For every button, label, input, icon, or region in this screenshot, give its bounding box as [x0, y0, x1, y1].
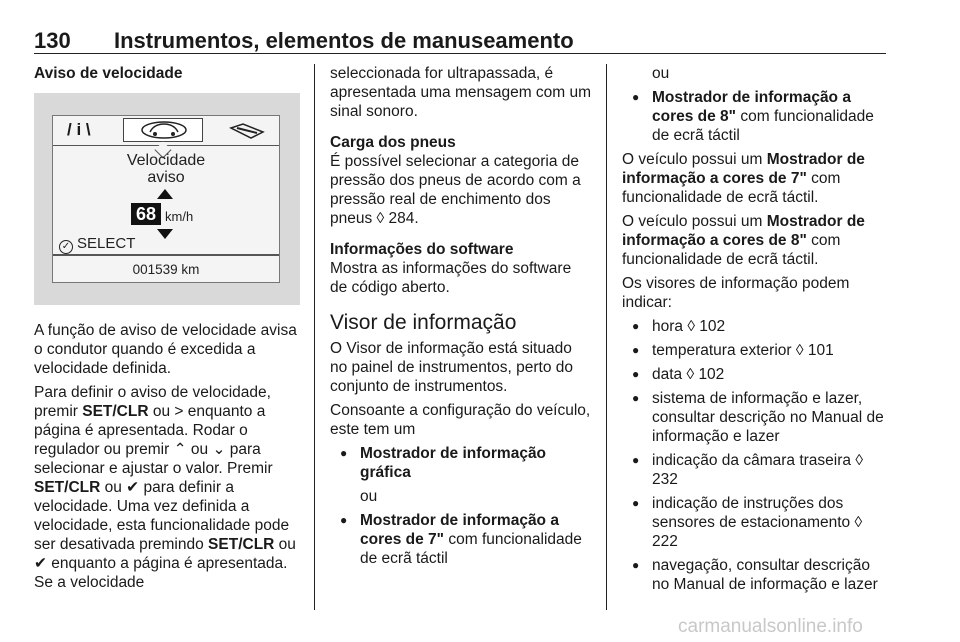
list-item: ● indicação da câmara traseira ◊ 232: [622, 451, 890, 489]
paragraph-display-8in: O veículo possui um Mostrador de informação a cores de 8" com funcionalidade de ecrã táctil.: [622, 213, 865, 268]
list-item: ● Mostrador de informação gráfica: [330, 444, 592, 482]
instrument-display: [52, 115, 280, 283]
page-header: [34, 28, 886, 54]
check-circle-icon: ✓: [59, 240, 73, 254]
page-title: Instrumentos, elementos de manuseamento: [114, 28, 574, 53]
speed-value: 68: [131, 203, 161, 225]
paragraph-display-7in: O veículo possui um Mostrador de informação a cores de 7" com funcionalidade de ecrã táctil.: [622, 151, 865, 206]
column-divider-left: [314, 64, 315, 610]
paragraph-tyre-load: É possível selecionar a categoria de pressão dos pneus de acordo com a pressão real de enchimento dos pneus ◊ 284.: [330, 153, 581, 227]
arrow-up-icon: [157, 189, 173, 199]
list-item: ● sistema de informação e lazer, consultar descrição no Manual de informação e lazer: [622, 389, 890, 446]
odometer-reading: 001539 km: [132, 262, 200, 277]
odometer-divider: [53, 254, 279, 256]
section-title-speed-warning: Aviso de velocidade: [34, 65, 183, 82]
column-2: [330, 64, 592, 573]
paragraph-intro: A função de aviso de velocidade avisa o condutor quando é excedida a velocidade definida.: [34, 322, 297, 377]
or-separator: ou: [652, 65, 670, 82]
paragraph-info-display-location: O Visor de informação está situado no painel de instrumentos, perto do conjunto de instrumentos.: [330, 340, 573, 395]
display-title-line2: aviso: [147, 169, 185, 186]
select-label: SELECT: [77, 235, 136, 252]
speed-unit: km/h: [165, 209, 194, 224]
display-title: [53, 152, 279, 186]
chevron-down-icon: ⌄: [212, 441, 226, 458]
list-item: ● data ◊ 102: [622, 365, 890, 384]
chevron-right-icon: >: [174, 403, 184, 420]
list-item: ● Mostrador de informação a cores de 7" com funcionalidade de ecrã táctil: [330, 511, 592, 568]
display-options-list: [330, 444, 592, 482]
paragraph-info-display-config: Consoante a configuração do veículo, este tem um: [330, 402, 591, 438]
speed-warning-illustration: [34, 93, 300, 305]
car-icon: [124, 119, 204, 141]
column-1: [34, 64, 300, 597]
heading-info-display: Visor de informação: [330, 311, 517, 334]
watermark: carmanualsonline.info: [678, 616, 863, 637]
list-item: ● hora ◊ 102: [622, 317, 890, 336]
arrow-down-icon: [157, 229, 173, 239]
select-prompt: [59, 234, 135, 254]
display-options-list: [622, 88, 890, 145]
road-sign-icon: [229, 122, 265, 140]
list-item: ● Mostrador de informação a cores de 8" com funcionalidade de ecrã táctil: [622, 88, 890, 145]
list-item: ● navegação, consultar descrição no Manual de informação e lazer: [622, 556, 890, 594]
chevron-up-icon: ⌃: [173, 441, 187, 458]
display-title-line1: Velocidade: [126, 152, 206, 169]
or-separator: ou: [360, 488, 378, 505]
column-3: [622, 64, 890, 599]
paragraph-instructions: Para definir o aviso de velocidade, premir SET/CLR ou > enquanto a página é apresentada. Rodar o regulador ou premir ⌃ ou ⌄ para selecionar e ajustar o valor. Premir SET/CLR ou ✔ para definir a velocidade. Uma vez definida a velocidade, esta funcionalidade pode ser desativada premindo SET/CLR ou ✔ enquanto a página é apresentada. Se a velocidade: [34, 384, 296, 591]
column-divider-right: [606, 64, 607, 610]
paragraph-software: Mostra as informações do software de código aberto.: [330, 260, 572, 296]
display-info-list: [622, 317, 890, 594]
checkmark-icon: ✔: [34, 555, 47, 572]
list-item: ● indicação de instruções dos sensores de estacionamento ◊ 222: [622, 494, 890, 551]
road-sign-tab: [229, 122, 265, 145]
display-tab-bar: [53, 116, 279, 146]
road-info-tab: / i \: [67, 120, 91, 139]
page-reference[interactable]: ◊ 284.: [376, 210, 419, 227]
list-item: ● temperatura exterior ◊ 101: [622, 341, 890, 360]
page-number: 130: [34, 28, 71, 53]
vehicle-tab: [123, 118, 203, 142]
section-title-software: Informações do software: [330, 241, 514, 258]
checkmark-icon: ✔: [126, 479, 140, 496]
paragraph-continued: seleccionada for ultrapassada, é apresentada uma mensagem com um sinal sonoro.: [330, 65, 592, 120]
paragraph-display-can-show: Os visores de informação podem indicar:: [622, 275, 850, 311]
section-title-tyre-load: Carga dos pneus: [330, 134, 456, 151]
display-options-list: [330, 511, 592, 568]
